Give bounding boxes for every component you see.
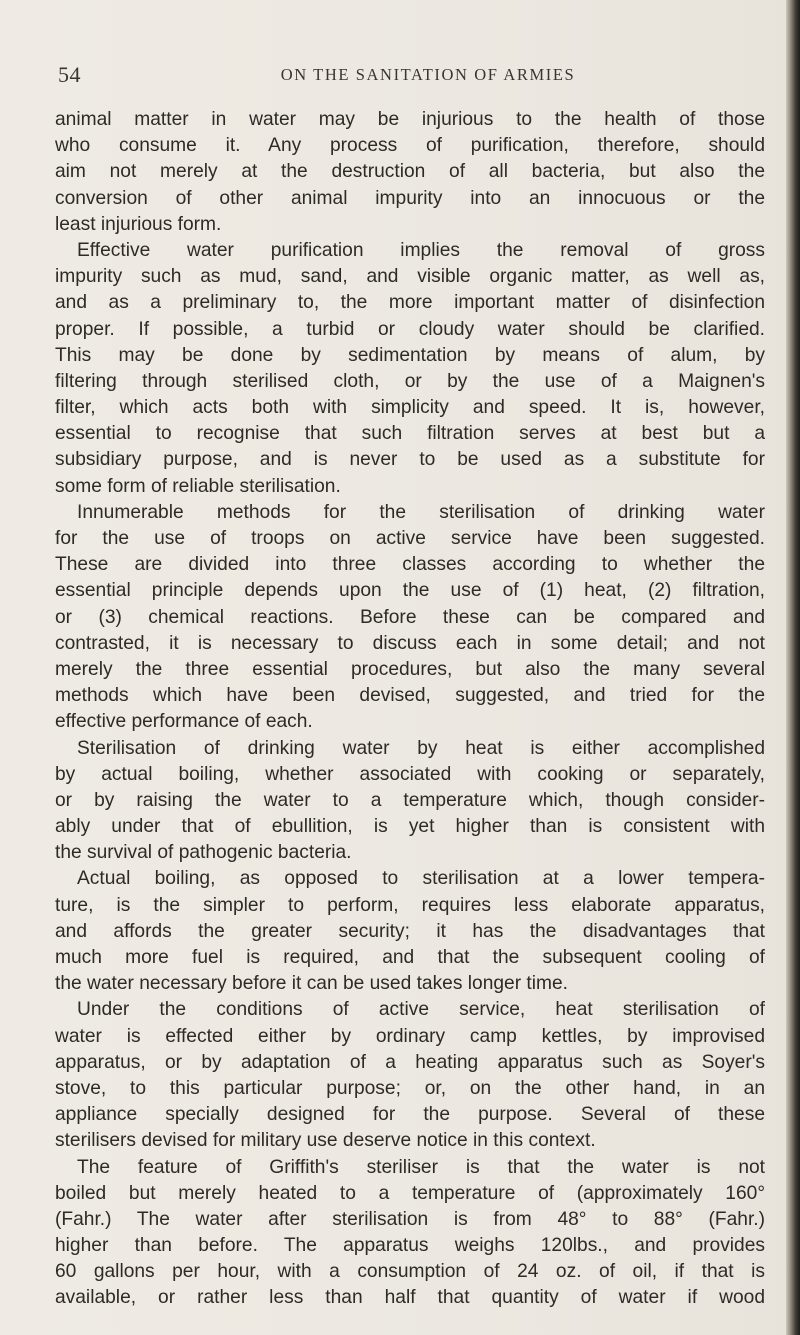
text-line: Under the conditions of active service, heat sterilisation of [77, 999, 765, 1021]
text-line: The feature of Griffith's steriliser is that the water is not [77, 1156, 765, 1178]
running-title: ON THE SANITATION OF ARMIES [280, 65, 576, 84]
text-line: stove, to this particular purpose; or, on the other hand, in an [55, 1077, 765, 1099]
text-line: essential to recognise that such filtration serves at best but a [55, 423, 765, 445]
text-line: contrasted, it is necessary to discuss each in some detail; and not [55, 632, 765, 654]
text-line: the survival of pathogenic bacteria. [55, 842, 352, 864]
text-line: the water necessary before it can be used takes longer time. [55, 973, 569, 995]
text-line: and as a preliminary to, the more important matter of disinfection [55, 292, 765, 314]
text-line: subsidiary purpose, and is never to be used as a substitute for [55, 449, 765, 471]
text-line: conversion of other animal impurity into an innocuous or the [55, 187, 765, 209]
running-head [58, 62, 768, 92]
text-line: available, or rather less than half that quantity of water if wood [55, 1287, 765, 1309]
text-line: 60 gallons per hour, with a consumption of 24 oz. of oil, if that is [55, 1261, 765, 1283]
text-line: This may be done by sedimentation by means of alum, by [55, 344, 765, 366]
text-line: some form of reliable sterilisation. [55, 475, 341, 497]
text-line: Sterilisation of drinking water by heat is either accomplished [77, 737, 765, 759]
text-line: Innumerable methods for the sterilisation of drinking water [77, 501, 765, 523]
book-spine-edge [786, 0, 800, 1335]
text-line: ably under that of ebullition, is yet higher than is consistent with [55, 816, 765, 838]
text-line: Effective water purification implies the removal of gross [77, 239, 765, 261]
text-line: effective performance of each. [55, 711, 313, 733]
page-number: 54 [58, 62, 81, 87]
text-line: boiled but merely heated to a temperature of (approximately 160° [55, 1182, 765, 1204]
text-line: much more fuel is required, and that the subsequent cooling of [55, 947, 765, 968]
text-line: sterilisers devised for military use deserve notice in this context. [55, 1130, 596, 1152]
text-line: who consume it. Any process of purification, therefore, should [55, 135, 765, 157]
text-line: water is effected either by ordinary camp kettles, by improvised [55, 1025, 765, 1047]
text-line: higher than before. The apparatus weighs 120lbs., and provides [55, 1235, 765, 1257]
text-line: by actual boiling, whether associated with cooking or separately, [55, 763, 765, 785]
text-line: or (3) chemical reactions. Before these can be compared and [55, 606, 765, 628]
text-line: methods which have been devised, suggested, and tried for the [55, 685, 765, 707]
text-line: least injurious form. [55, 213, 222, 235]
text-line: impurity such as mud, sand, and visible organic matter, as well as, [55, 266, 765, 288]
text-line: for the use of troops on active service have been suggested. [55, 528, 765, 549]
text-line: or by raising the water to a temperature which, though consider- [55, 789, 765, 811]
body-text [55, 107, 765, 1312]
text-line: aim not merely at the destruction of all bacteria, but also the [55, 161, 765, 183]
text-line: filter, which acts both with simplicity and speed. It is, however, [55, 397, 765, 419]
text-line: Actual boiling, as opposed to sterilisation at a lower tempera- [77, 868, 765, 890]
text-line: filtering through sterilised cloth, or by the use of a Maignen's [55, 370, 765, 392]
text-line: and affords the greater security; it has the disadvantages that [55, 920, 765, 942]
text-line: (Fahr.) The water after sterilisation is from 48° to 88° (Fahr.) [55, 1208, 765, 1230]
text-line: proper. If possible, a turbid or cloudy water should be clarified. [55, 318, 765, 340]
text-line: appliance specially designed for the purpose. Several of these [55, 1104, 765, 1126]
text-line: essential principle depends upon the use of (1) heat, (2) filtration, [55, 580, 765, 602]
text-line: ture, is the simpler to perform, requires less elaborate apparatus, [55, 894, 765, 916]
text-line: animal matter in water may be injurious to the health of those [55, 109, 765, 130]
text-line: These are divided into three classes according to whether the [55, 554, 765, 576]
text-line: merely the three essential procedures, but also the many several [55, 658, 765, 680]
text-line: apparatus, or by adaptation of a heating apparatus such as Soyer's [55, 1051, 765, 1073]
